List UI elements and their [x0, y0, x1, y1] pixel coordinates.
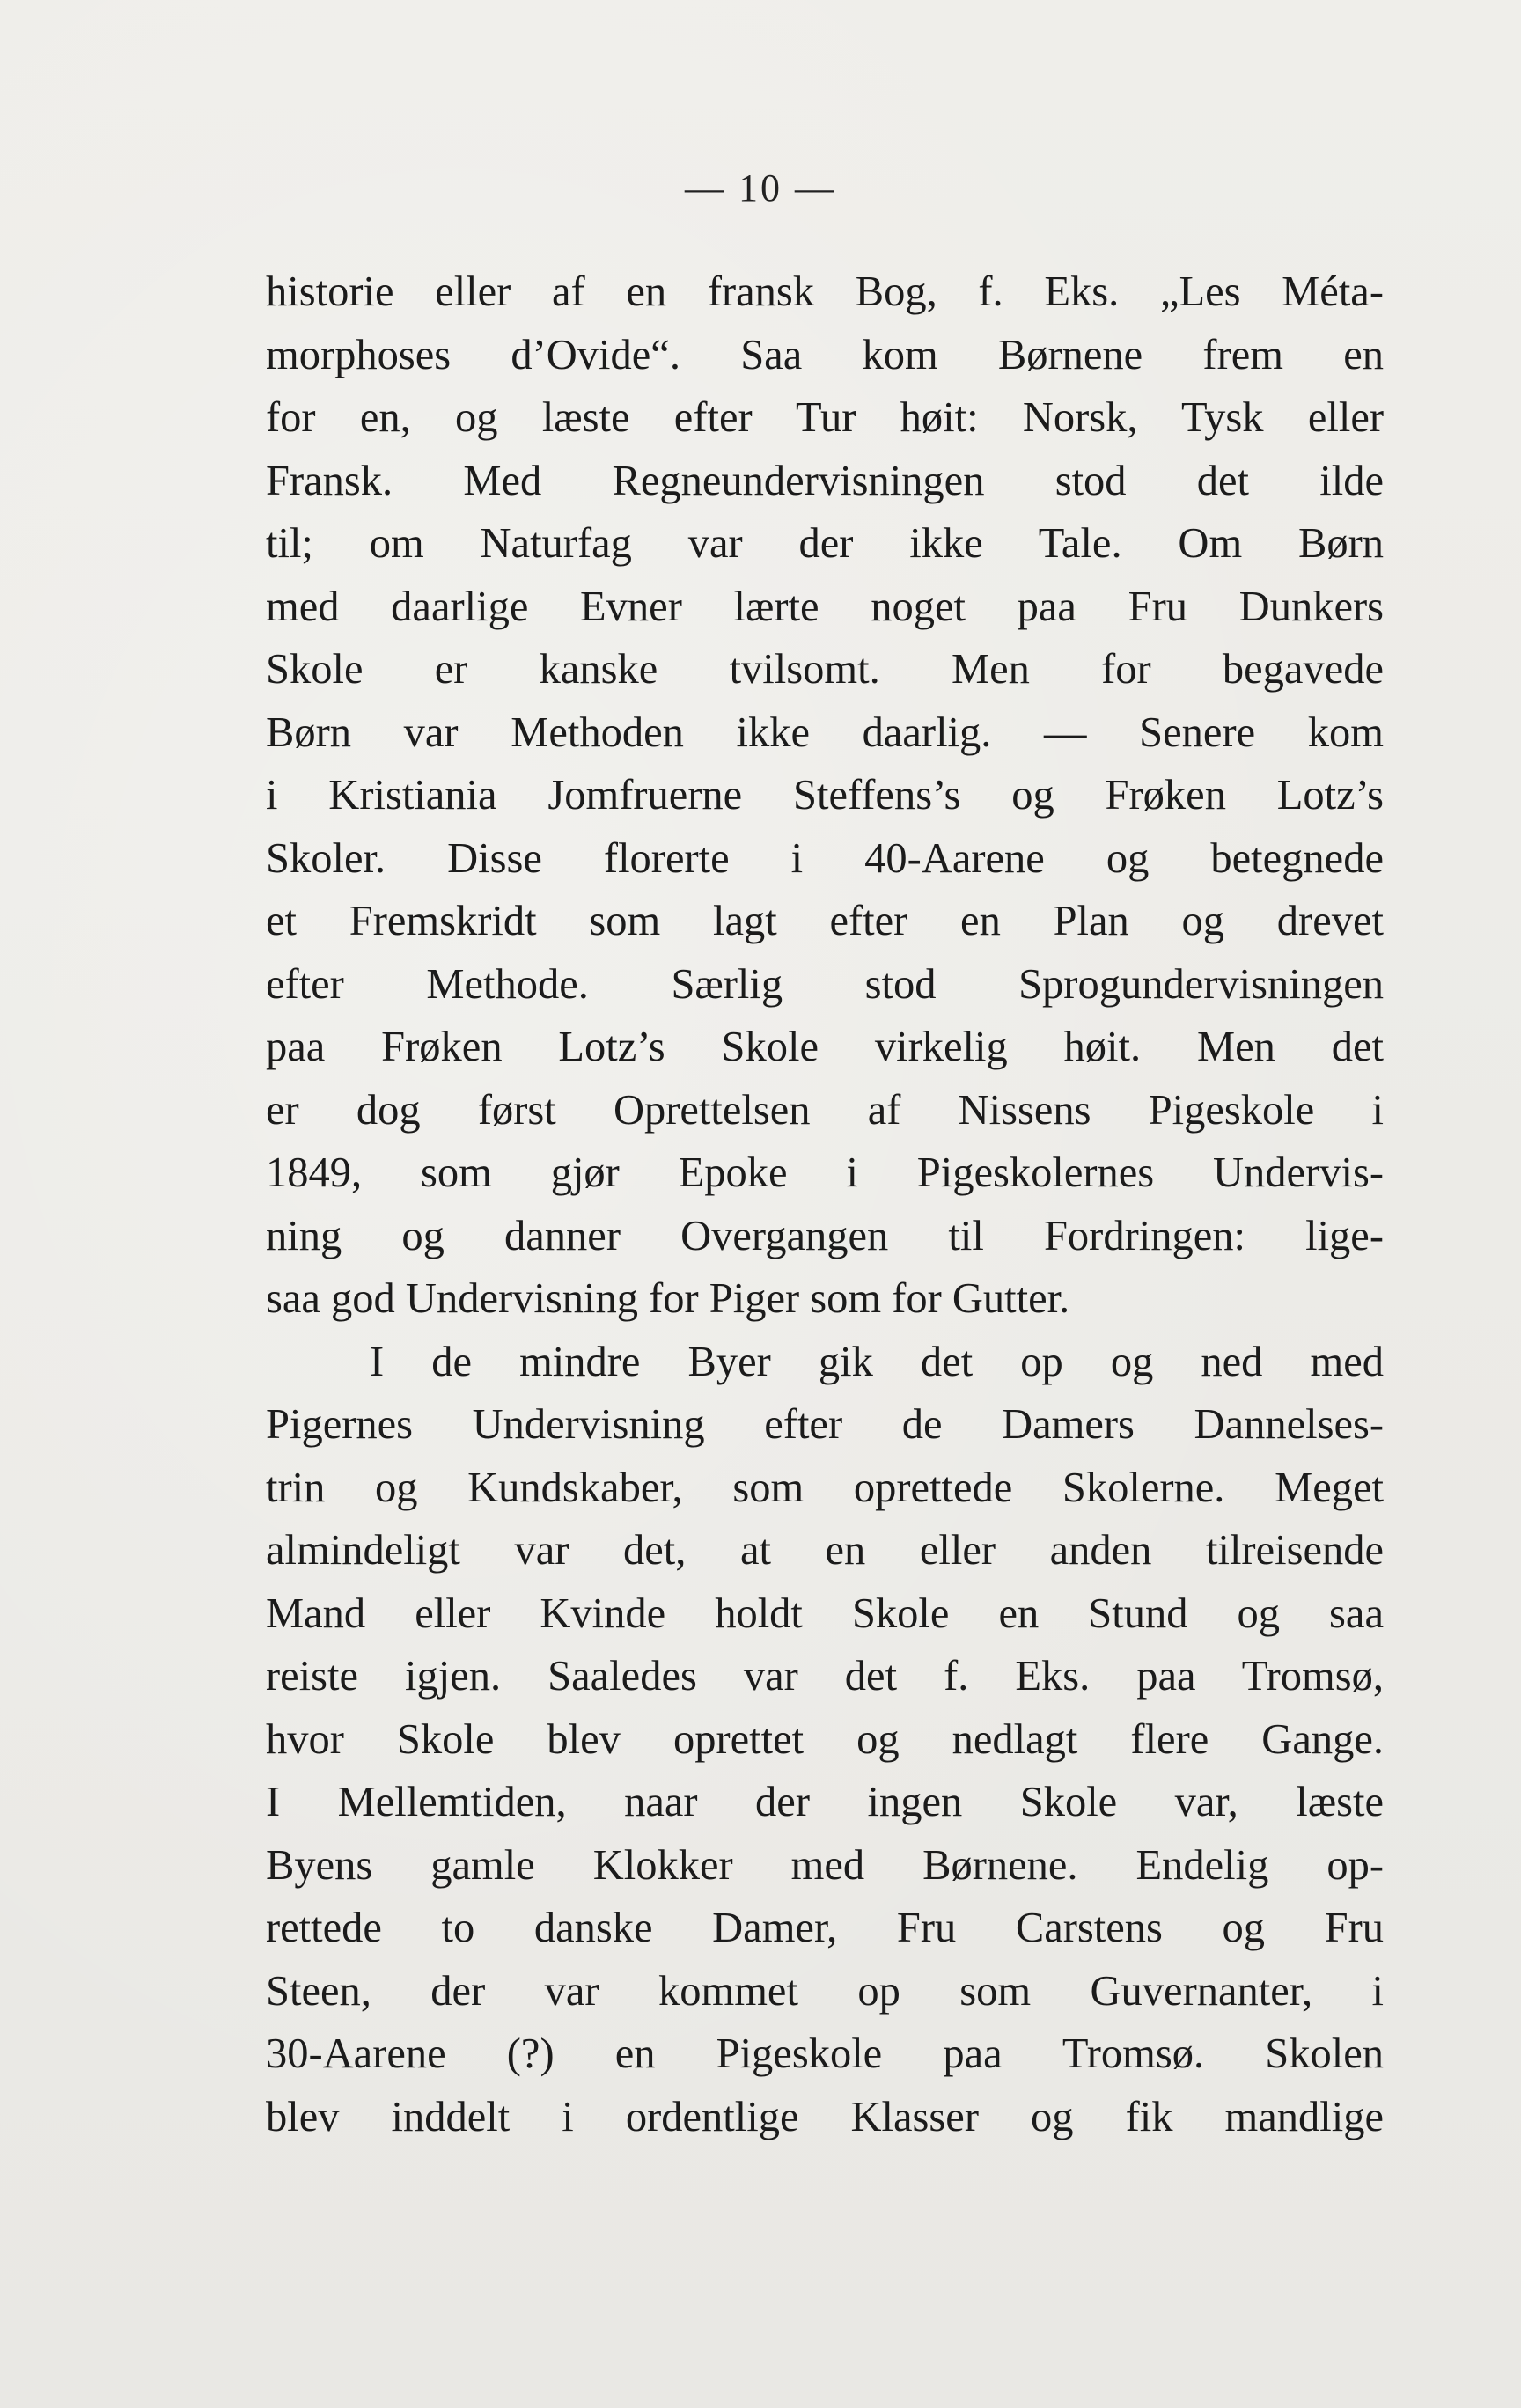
text-line: paa Frøken Lotz’s Skole virkelig høit. Men det [266, 1024, 1384, 1070]
text-line: ning og danner Overgangen til Fordringen: lige- [266, 1212, 1384, 1259]
paragraph-end-line: saa god Undervisning for Piger som for Gutter. [266, 1275, 1070, 1322]
text-line: er dog først Oprettelsen af Nissens Pigeskole i [266, 1086, 1384, 1134]
text-line: blev inddelt i ordentlige Klasser og fik mandlige [266, 2093, 1384, 2140]
text-line: rettede to danske Damer, Fru Carstens og Fru [266, 1905, 1384, 1951]
text-line: morphoses d’Ovide“. Saa kom Børnene frem en [266, 331, 1384, 378]
text-line: reiste igjen. Saaledes var det f. Eks. paa Tromsø, [266, 1653, 1384, 1700]
text-line: 30-Aarene (?) en Pigeskole paa Tromsø. Skolen [266, 2030, 1384, 2077]
text-line: 1849, som gjør Epoke i Pigeskolernes Undervis- [266, 1149, 1384, 1196]
text-line: Fransk. Med Regneundervisningen stod det ilde [266, 457, 1384, 504]
text-line: trin og Kundskaber, som oprettede Skolerne. Meget [266, 1464, 1384, 1511]
text-line: med daarlige Evner lærte noget paa Fru Dunkers [266, 583, 1384, 630]
text-line: I Mellemtiden, naar der ingen Skole var, læste [266, 1779, 1384, 1825]
text-line: historie eller af en fransk Bog, f. Eks. „Les Méta- [266, 268, 1384, 315]
text-line: Skole er kanske tvilsomt. Men for begavede [266, 646, 1384, 693]
text-line: Skoler. Disse florerte i 40-Aarene og betegnede [266, 834, 1384, 882]
paragraph-start-line: I de mindre Byer gik det op og ned med [370, 1338, 1384, 1385]
text-line: i Kristiania Jomfruerne Steffens’s og Frøken Lotz’s [266, 772, 1384, 819]
text-line: Børn var Methoden ikke daarlig. — Senere kom [266, 708, 1384, 756]
text-line: for en, og læste efter Tur høit: Norsk, Tysk eller [266, 394, 1384, 441]
text-line: hvor Skole blev oprettet og nedlagt flere Gange. [266, 1715, 1384, 1763]
text-line: til; om Naturfag var der ikke Tale. Om Børn [266, 520, 1384, 567]
body-text [266, 261, 1384, 2148]
text-line: Pigernes Undervisning efter de Damers Dannelses- [266, 1401, 1384, 1448]
text-line: almindeligt var det, at en eller anden tilreisende [266, 1527, 1384, 1574]
text-line: Mand eller Kvinde holdt Skole en Stund og saa [266, 1589, 1384, 1637]
text-line: et Fremskridt som lagt efter en Plan og drevet [266, 898, 1384, 944]
text-line: efter Methode. Særlig stod Sprogundervisningen [266, 960, 1384, 1008]
text-line: Byens gamle Klokker med Børnene. Endelig op- [266, 1841, 1384, 1889]
page-number: — 10 — [685, 166, 836, 209]
text-line: Steen, der var kommet op som Guvernanter, i [266, 1967, 1384, 2015]
